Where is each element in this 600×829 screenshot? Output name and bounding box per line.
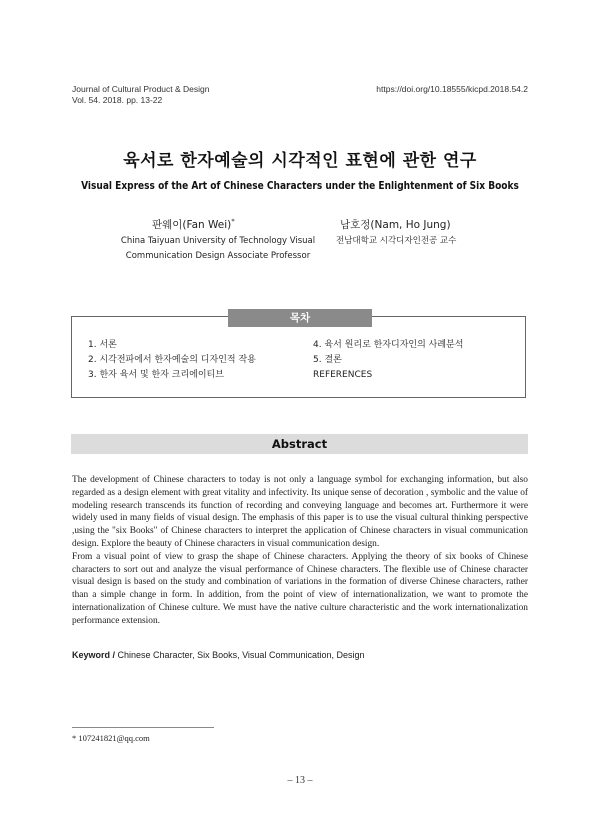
keywords-text: Chinese Character, Six Books, Visual Communication, Design (117, 650, 365, 660)
journal-name: Journal of Cultural Product & Design (72, 84, 210, 94)
toc-heading: 목차 (228, 309, 372, 327)
doi-link[interactable]: https://doi.org/10.18555/kicpd.2018.54.2 (376, 84, 528, 94)
journal-volume: Vol. 54. 2018. pp. 13-22 (72, 95, 163, 105)
toc-item: 5. 결론 (313, 355, 342, 365)
footnote-divider (72, 727, 214, 728)
footnote-mark: * (72, 733, 77, 743)
toc-right-column (313, 338, 463, 383)
keywords (72, 650, 528, 660)
author-1-affiliation: China Taiyuan University of Technology Visual Communication Design Associate Professor (120, 236, 316, 261)
author-1-mark: * (231, 217, 235, 226)
footnote-email: 107241821@qq.com (78, 733, 150, 743)
toc-item: REFERENCES (313, 370, 373, 380)
footnote (72, 733, 150, 743)
abstract-body (72, 474, 528, 628)
abstract-heading: Abstract (71, 434, 528, 454)
keywords-label: Keyword / (72, 650, 116, 660)
title-english: Visual Express of the Art of Chinese Characters under the Enlightenment of Six Books (81, 180, 519, 192)
page-number: – 13 – (287, 775, 313, 786)
title-korean: 육서로 한자예술의 시각적인 표현에 관한 연구 (123, 151, 477, 171)
toc-item: 4. 육서 원리로 한자디자인의 사례분석 (313, 340, 464, 350)
author-2-name: 남호정(Nam, Ho Jung) (340, 219, 451, 231)
author-1-name: 판웨이(Fan Wei)* (152, 217, 235, 231)
toc-left-column (88, 338, 256, 383)
toc-item: 3. 한자 육서 및 한자 크리에이티브 (88, 370, 224, 380)
toc-item: 1. 서론 (88, 340, 117, 350)
abstract-paragraph-2: From a visual point of view to grasp the shape of Chinese characters. Applying the theory of six books of Chinese characters to sort out and analyze the visual performance of Chinese characters. The flexible use of Chinese character visual design is based on the study and combination of variations in the formation of diverse Chinese characters, rather than a simple change in form. In addition, from the point of view of internationalization, we want to promote the internationalization of Chinese culture. We must have the native culture characteristic and the work internationalization performance extension. (72, 551, 528, 626)
toc-item: 2. 시각전파에서 한자예술의 디자인적 작용 (88, 355, 256, 365)
journal-info (72, 84, 210, 106)
abstract-paragraph-1: The development of Chinese characters to today is not only a language symbol for exchanging information, but also regarded as a design element with great vitality and infectivity. Its unique sense of decoration , symbolic and the value of modeling research transcends its function of recording and conveying language and becomes art. Furthermore it were widely used in many fields of visual design. The emphasis of this paper is to use the visual cultural thinking perspective ,using the "six Books" of Chinese characters to interpret the application of Chinese characters in visual communication design. Explore the beauty of Chinese characters in visual communication design. (72, 475, 528, 549)
author-2-affiliation: 전남대학교 시각디자인전공 교수 (336, 236, 457, 246)
